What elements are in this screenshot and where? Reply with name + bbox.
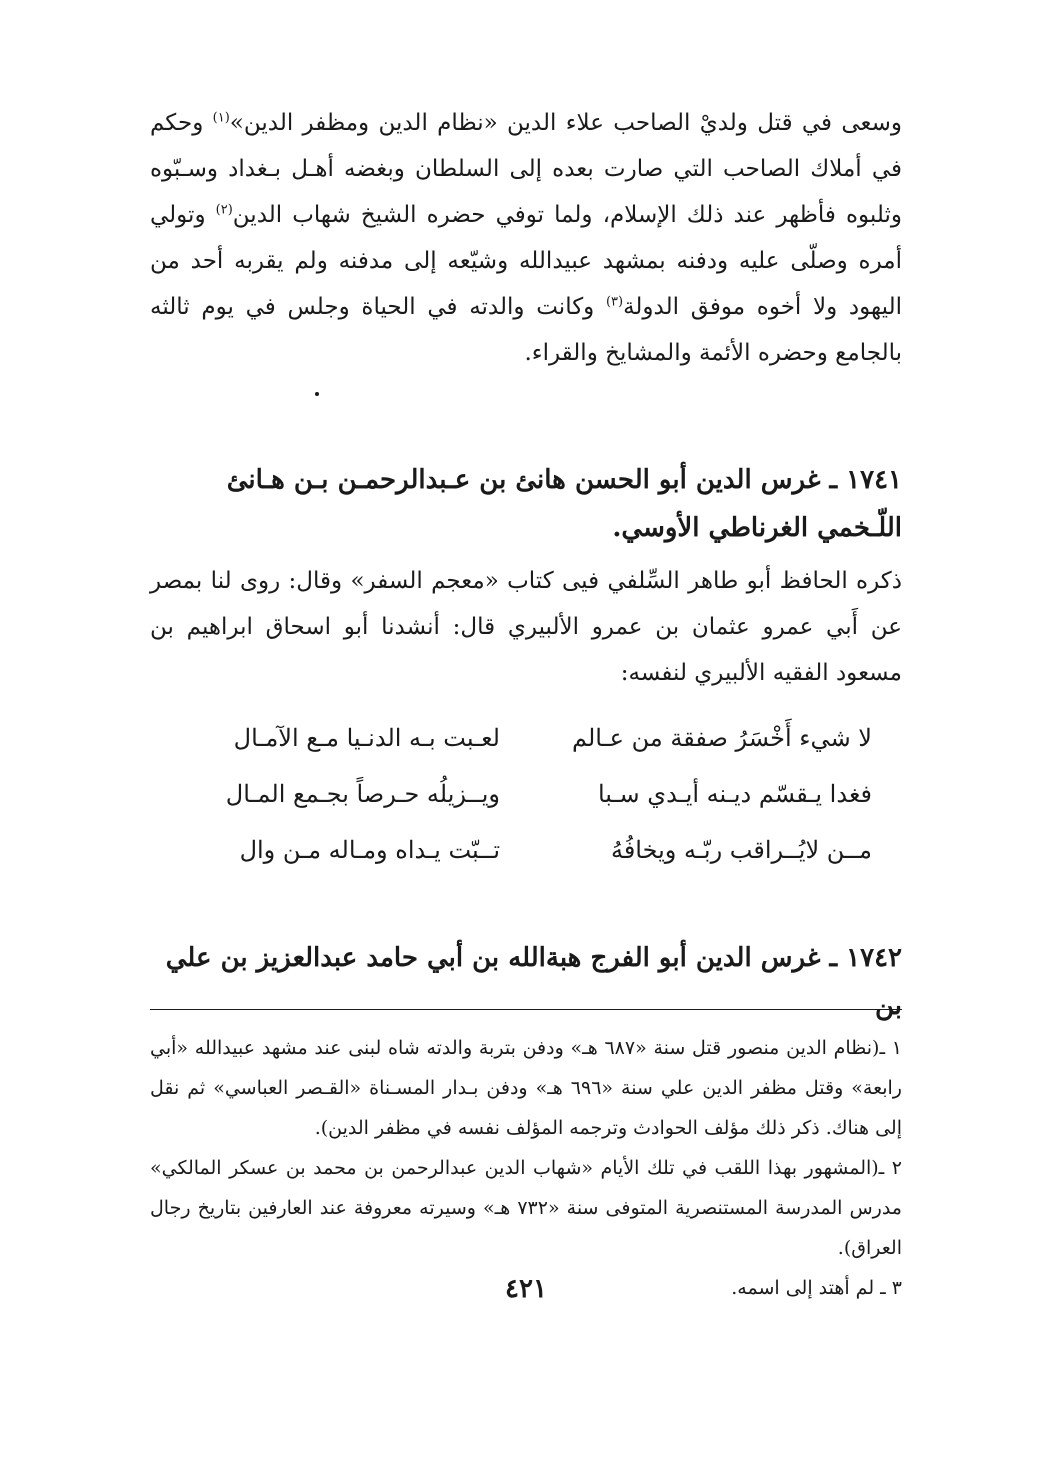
verse-second-hemistich: ويــزيلُه حـرصاً بجـمع المـال: [225, 780, 500, 808]
poem-verse: [150, 766, 902, 822]
paragraph-text-c: وتولي أمره وصلّى عليه ودفنه بمشهد عبيدالله وشيّعه إلى مدفنه ولم يقربه أحد من اليهود ولا أخوه موفق الدولة: [150, 202, 902, 320]
stray-dot: [315, 392, 319, 396]
poem: [150, 710, 902, 878]
paragraph-text-a: وسعى في قتل ولديْ الصاحب علاء الدين «نظام الدين ومظفر الدين»: [229, 110, 902, 136]
footnote-1: ١ ـ(نظام الدين منصور قتل سنة «٦٨٧ هـ» ودفن بتربة والدته شاه لبنى عند مشهد عبيدالله «أبي رابعة» وقتل مظفر الدين علي سنة «٦٩٦ هـ» ودفن بـدار المسـناة «القـصر العباسي» ثم نقل إلى هناك. ذكر ذلك مؤلف الحوادث وترجمه المؤلف نفسه في مظفر الدين).: [150, 1037, 902, 1139]
verse-first-hemistich: مــن لايُــراقب ربّـه ويخافُهُ: [610, 836, 872, 864]
verse-second-hemistich: تــبّت يـداه ومـاله مـن وال: [239, 836, 500, 864]
footnote-ref-2: (٢): [215, 202, 233, 218]
poem-verse: [150, 822, 902, 878]
poem-verse: [150, 710, 902, 766]
verse-first-hemistich: فغدا يـقسّم ديـنه أيـدي سـبا: [597, 780, 872, 808]
entry-heading-1742: ١٧٤٢ ـ غرس الدين أبو الفرج هبةالله بن أبي حامد عبدالعزيز بن علي بن: [165, 943, 902, 1021]
footnote-3: ٣ ـ لم أهتد إلى اسمه.: [731, 1277, 902, 1299]
entry-heading-1741: ١٧٤١ ـ غرس الدين أبو الحسن هانئ بن عـبدالرحمـن بـن هـانئ اللّـخمي الغرناطي الأوسي.: [226, 465, 902, 543]
footnotes: [150, 1028, 902, 1308]
book-page: [150, 100, 902, 1400]
footnote-ref-3: (٣): [605, 294, 624, 310]
entry-bio-1741: ذكره الحافظ أبو طاهر السِّلفي فيى كتاب «معجم السفر» وقال: روى لنا بمصر عن أَبي عمرو عثمان بن عمرو الألبيري قال: أنشدنا أبو اسحاق ابراهيم بن مسعود الفقيه الألبيري لنفسه:: [150, 568, 902, 686]
paragraph-top: [150, 100, 902, 376]
paragraph-text-b: وحكم في أملاك الصاحب التي صارت بعده إلى السلطان وبغضه أهـل بـغداد وسـبّوه وثلبوه فأظهر عند ذلك الإسلام، ولما توفي حضره الشيخ شهاب الدين: [150, 110, 902, 228]
paragraph-text-d: وكانت والدته في الحياة وجلس في يوم ثالثه بالجامع وحضره الأئمة والمشايخ والقراء.: [150, 294, 902, 366]
footnote-divider: [150, 1009, 902, 1010]
verse-second-hemistich: لعـبت بـه الدنـيا مـع الآمـال: [233, 724, 500, 752]
page-number: ٤٢١: [505, 1274, 547, 1304]
footnote-2: ٢ ـ(المشهور بهذا اللقب في تلك الأيام «شهاب الدين عبدالرحمن بن محمد بن عسكر المالكي» مدرس المدرسة المستنصرية المتوفى سنة «٧٣٢ هـ» وسيرته معروفة عند العارفين بتاريخ رجال العراق).: [150, 1157, 902, 1259]
footnote-ref-1: (١): [212, 110, 230, 126]
verse-first-hemistich: لا شيء أَخْسَرُ صفقة من عـالم: [572, 724, 872, 752]
